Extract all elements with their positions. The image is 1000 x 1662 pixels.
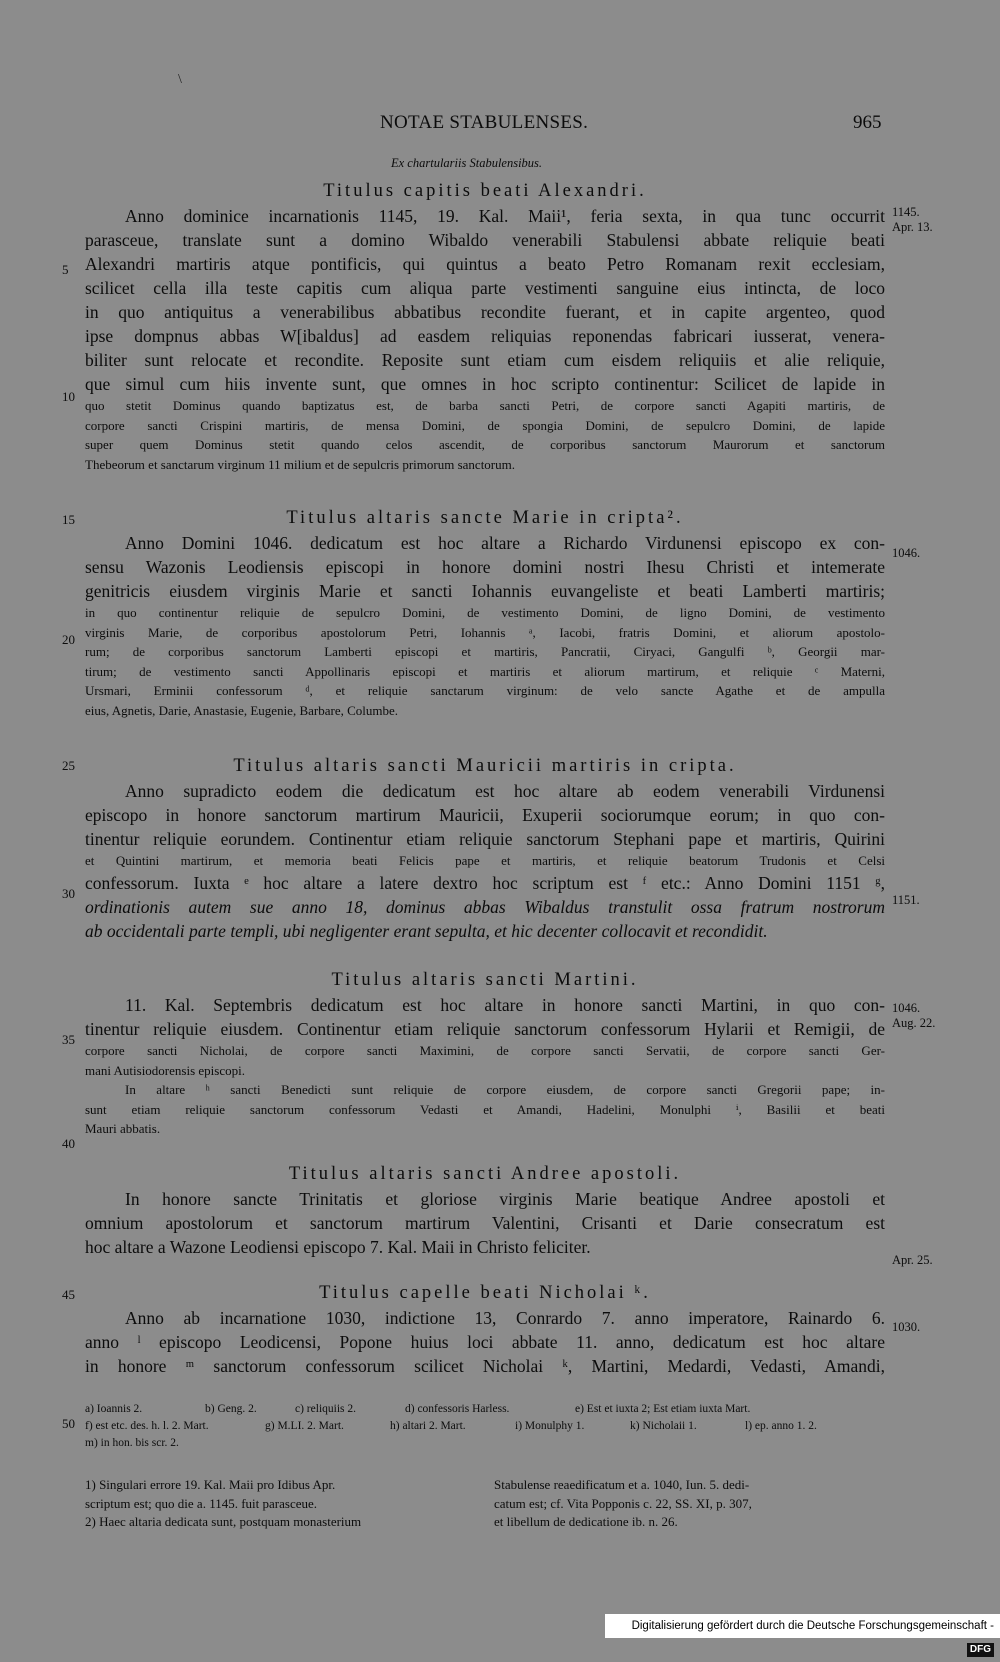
section-nicholai [85,1283,885,1378]
footnote: d) confessoris Harless. [405,1403,510,1415]
margin-date: Aug. 22. [892,1016,936,1030]
italic-line: ordinationis autem sue anno 18, dominus abbas Wibaldus transtulit ossa fratrum nostrorum [85,896,885,917]
text-line: in honore ᵐ sanctorum confessorum scilicet Nicholai ᵏ, Martini, Medardi, Vedasti, Amandi, [85,1356,885,1376]
section-title: Titulus altaris sancte Marie in cripta². [286,508,684,528]
small-text-line: Thebeorum et sanctarum virginum 11 milium et de sepulcris primorum sanctorum. [85,456,515,472]
section-andree [85,1164,885,1259]
margin-year: 1030. [892,1320,921,1334]
note-line: Stabulense reaedificatum et a. 1040, Iun. 5. dedi- [494,1477,750,1492]
footer-text: Digitalisierung gefördert durch die Deutsche Forschungsgemeinschaft - [631,1620,994,1632]
small-text-line: mani Autisiodorensis episcopi. [85,1062,245,1078]
margin-year: 1151. [892,893,920,907]
section-title: Titulus capitis beati Alexandri. [323,181,647,201]
footnote: m) in hon. bis scr. 2. [85,1437,179,1449]
text-line: in quo antiquitus a venerabilibus abbatibus recondite fuerant, et in capite argenteo, quod [85,302,885,322]
section-martini [85,970,885,1139]
text-line: episcopo in honore sanctorum martirum Mauricii, Exuperii sociorumque eorum; in quo con- [85,805,885,825]
footnote: i) Monulphy 1. [515,1420,585,1432]
small-text-line: in quo continentur reliquie de sepulcro Domini, de vestimento Domini, de ligno Domini, de vestimento [85,605,885,620]
note-line: 2) Haec altaria dedicata sunt, postquam monasterium [85,1514,362,1529]
running-head: NOTAE STABULENSES. [380,112,589,133]
source-note: Ex chartulariis Stabulensibus. [391,156,543,170]
text-line: Anno ab incarnatione 1030, indictione 13, Conrardo 7. anno imperatore, Rainardo 6. [125,1308,885,1328]
note-line: et libellum de dedicatione ib. n. 26. [494,1514,678,1529]
footnote: g) M.LI. 2. Mart. [265,1420,344,1432]
small-text-line: et Quintini martirum, et memoria beati Felicis pape et martiris, et reliquie beatorum Trudonis et Celsi [85,853,885,868]
note-line: 1) Singulari errore 19. Kal. Maii pro Idibus Apr. [85,1477,336,1492]
text-line: parasceue, translate sunt a domino Wibaldo venerabili Stabulensi abbate reliquie beati [85,230,885,250]
footnote: e) Est et iuxta 2; Est etiam iuxta Mart. [575,1403,751,1415]
footnote: h) altari 2. Mart. [390,1420,466,1432]
margin-year: 1145. [892,205,920,219]
text-line: confessorum. Iuxta ᵉ hoc altare a latere dextro hoc scriptum est ᶠ etc.: Anno Domini 1151 ᵍ, [85,872,885,893]
text-line: 11. Kal. Septembris dedicatum est hoc altare in honore sancti Martini, in quo con- [125,995,885,1015]
text-line: tinentur reliquie eorundem. Continentur etiam reliquie sanctorum Stephani pape et martiris, Quirini [85,829,885,849]
page-number: 965 [853,112,882,133]
text-line: hoc altare a Wazone Leodiensi episcopo 7. Kal. Maii in Christo feliciter. [85,1237,591,1257]
line-number: 45 [62,1287,75,1302]
text-line: ipse dompnus abbas W[ibaldus] ad easdem reliquias reponendas fabricari iusserat, venera- [85,326,885,346]
small-text-line: tirum; de vestimento sancti Appollinaris episcopi et martiris et aliorum martirum, et reliquie ᶜ Materni, [85,663,885,679]
small-text-line: super quem Dominus stetit quando celos ascendit, de corporibus sanctorum Maurorum et sanctorum [85,437,885,453]
text-line: Anno supradicto eodem die dedicatum est hoc altare ab eodem venerabili Virdunensi [125,781,885,801]
section-title: Titulus capelle beati Nicholai ᵏ. [319,1283,651,1303]
footnote: b) Geng. 2. [205,1403,257,1415]
stray-mark: \ [178,72,182,87]
text-line: sensu Wazonis Leodiensis episcopi in honore domini nostri Ihesu Christi et intemerate [85,557,885,577]
small-text-line: corpore sancti Crispini martiris, de mensa Domini, de spongia Domini, de sepulcro Domini, de lapide [85,417,885,433]
small-text-line: quo stetit Dominus quando baptizatus est, de barba sancti Petri, de corpore sancti Agapiti martiris, de [85,398,885,413]
footnote: c) reliquiis 2. [295,1403,356,1415]
line-number: 15 [62,512,75,527]
section-title: Titulus altaris sancti Martini. [331,970,639,990]
small-text-line: Mauri abbatis. [85,1121,161,1137]
small-text-line: sunt etiam reliquie sanctorum confessorum Vedasti et Amandi, Hadelini, Monulphi ⁱ, Basilii et beati [85,1101,885,1117]
footnote: k) Nicholaii 1. [630,1420,697,1432]
section-title: Titulus altaris sancti Andree apostoli. [288,1164,682,1184]
text-line: Alexandri martiris atque pontificis, qui quintus a beato Petro Romanam rexit ecclesiam, [85,254,885,274]
section-alexandri [85,181,885,474]
footnote: a) Ioannis 2. [85,1403,143,1415]
section-mauricii [85,756,885,943]
line-number: 50 [62,1416,75,1431]
editorial-notes-left [85,1476,361,1532]
footnote: l) ep. anno 1. 2. [745,1420,817,1432]
funding-footer [605,1614,1000,1655]
text-line: In honore sancte Trinitatis et gloriose virginis Marie beatique Andree apostoli et [125,1189,885,1209]
line-number: 20 [62,632,75,647]
text-line: anno ˡ episcopo Leodicensi, Popone huius loci abbate 11. anno, dedicatum est hoc altare [85,1332,885,1352]
small-text-line: eius, Agnetis, Darie, Anastasie, Eugenie, Barbare, Columbe. [85,702,399,718]
line-number: 10 [62,389,75,404]
text-line: scilicet cella illa teste capitis cum aliqua parte vestimenti sanguine eius intincta, de loco [85,278,885,298]
margin-date: Apr. 13. [892,220,933,234]
text-line: biliter sunt relocate et recondite. Reposite sunt etiam cum eisdem reliquiis et alie reliquie, [85,350,885,370]
text-line: tinentur reliquie eiusdem. Continentur etiam reliquie sanctorum confessorum Hylarii et Remigii, de [85,1019,885,1039]
text-line: Anno dominice incarnationis 1145, 19. Kal. Maii¹, feria sexta, in qua tunc occurrit [125,206,885,226]
textual-footnotes [85,1401,885,1452]
line-number: 40 [62,1136,75,1151]
small-text-line: virginis Marie, de corporibus apostolorum Petri, Iohannis ᵃ, Iacobi, fratris Domini, et aliorum apostolo- [85,624,885,640]
italic-line: ab occidentali parte templi, ubi negligenter erant sepulta, et hic decenter collocavit et recondidit. [85,920,768,941]
footnote: f) est etc. des. h. l. 2. Mart. [85,1420,209,1432]
text-line: Anno Domini 1046. dedicatum est hoc altare a Richardo Virdunensi episcopo ex con- [125,533,885,553]
margin-date: Apr. 25. [892,1253,933,1267]
section-marie [85,508,885,721]
line-number: 30 [62,886,75,901]
text-line: omnium apostolorum et sanctorum martirum Valentini, Crisanti et Darie consecratum est [85,1213,885,1233]
line-number: 25 [62,758,75,773]
small-text-line: Ursmari, Erminii confessorum ᵈ, et reliquie sanctarum virginum: de velo sancte Agathe et de ampulla [85,683,885,699]
small-text-line: rum; de corporibus sanctorum Lamberti episcopi et martiris, Pancratii, Ciryaci, Gangulfi ᵇ, Georgii mar- [85,644,885,660]
note-line: scriptum est; quo die a. 1145. fuit parasceue. [85,1495,318,1511]
note-line: catum est; cf. Vita Popponis c. 22, SS. XI, p. 307, [494,1495,752,1511]
dfg-logo: DFG [967,1643,994,1657]
section-title: Titulus altaris sancti Mauricii martiris in cripta. [233,756,737,776]
small-text-line: In altare ʰ sancti Benedicti sunt reliquie de corpore eiusdem, de corpore sancti Gregorii pape; in- [125,1082,885,1098]
margin-year: 1046. [892,546,921,560]
line-number: 5 [62,262,69,277]
line-number: 35 [62,1032,75,1047]
text-line: que simul cum hiis invente sunt, que omnes in hoc scripto continentur: Scilicet de lapide in [85,374,885,394]
editorial-notes-right [494,1476,752,1532]
small-text-line: corpore sancti Nicholai, de corpore sancti Maximini, de corpore sancti Servatii, de corpore sancti Ger- [85,1043,885,1058]
text-line: genitricis eiusdem virginis Marie et sancti Iohannis euvangeliste et beati Lamberti martiris; [85,581,885,601]
margin-year: 1046. [892,1001,921,1015]
